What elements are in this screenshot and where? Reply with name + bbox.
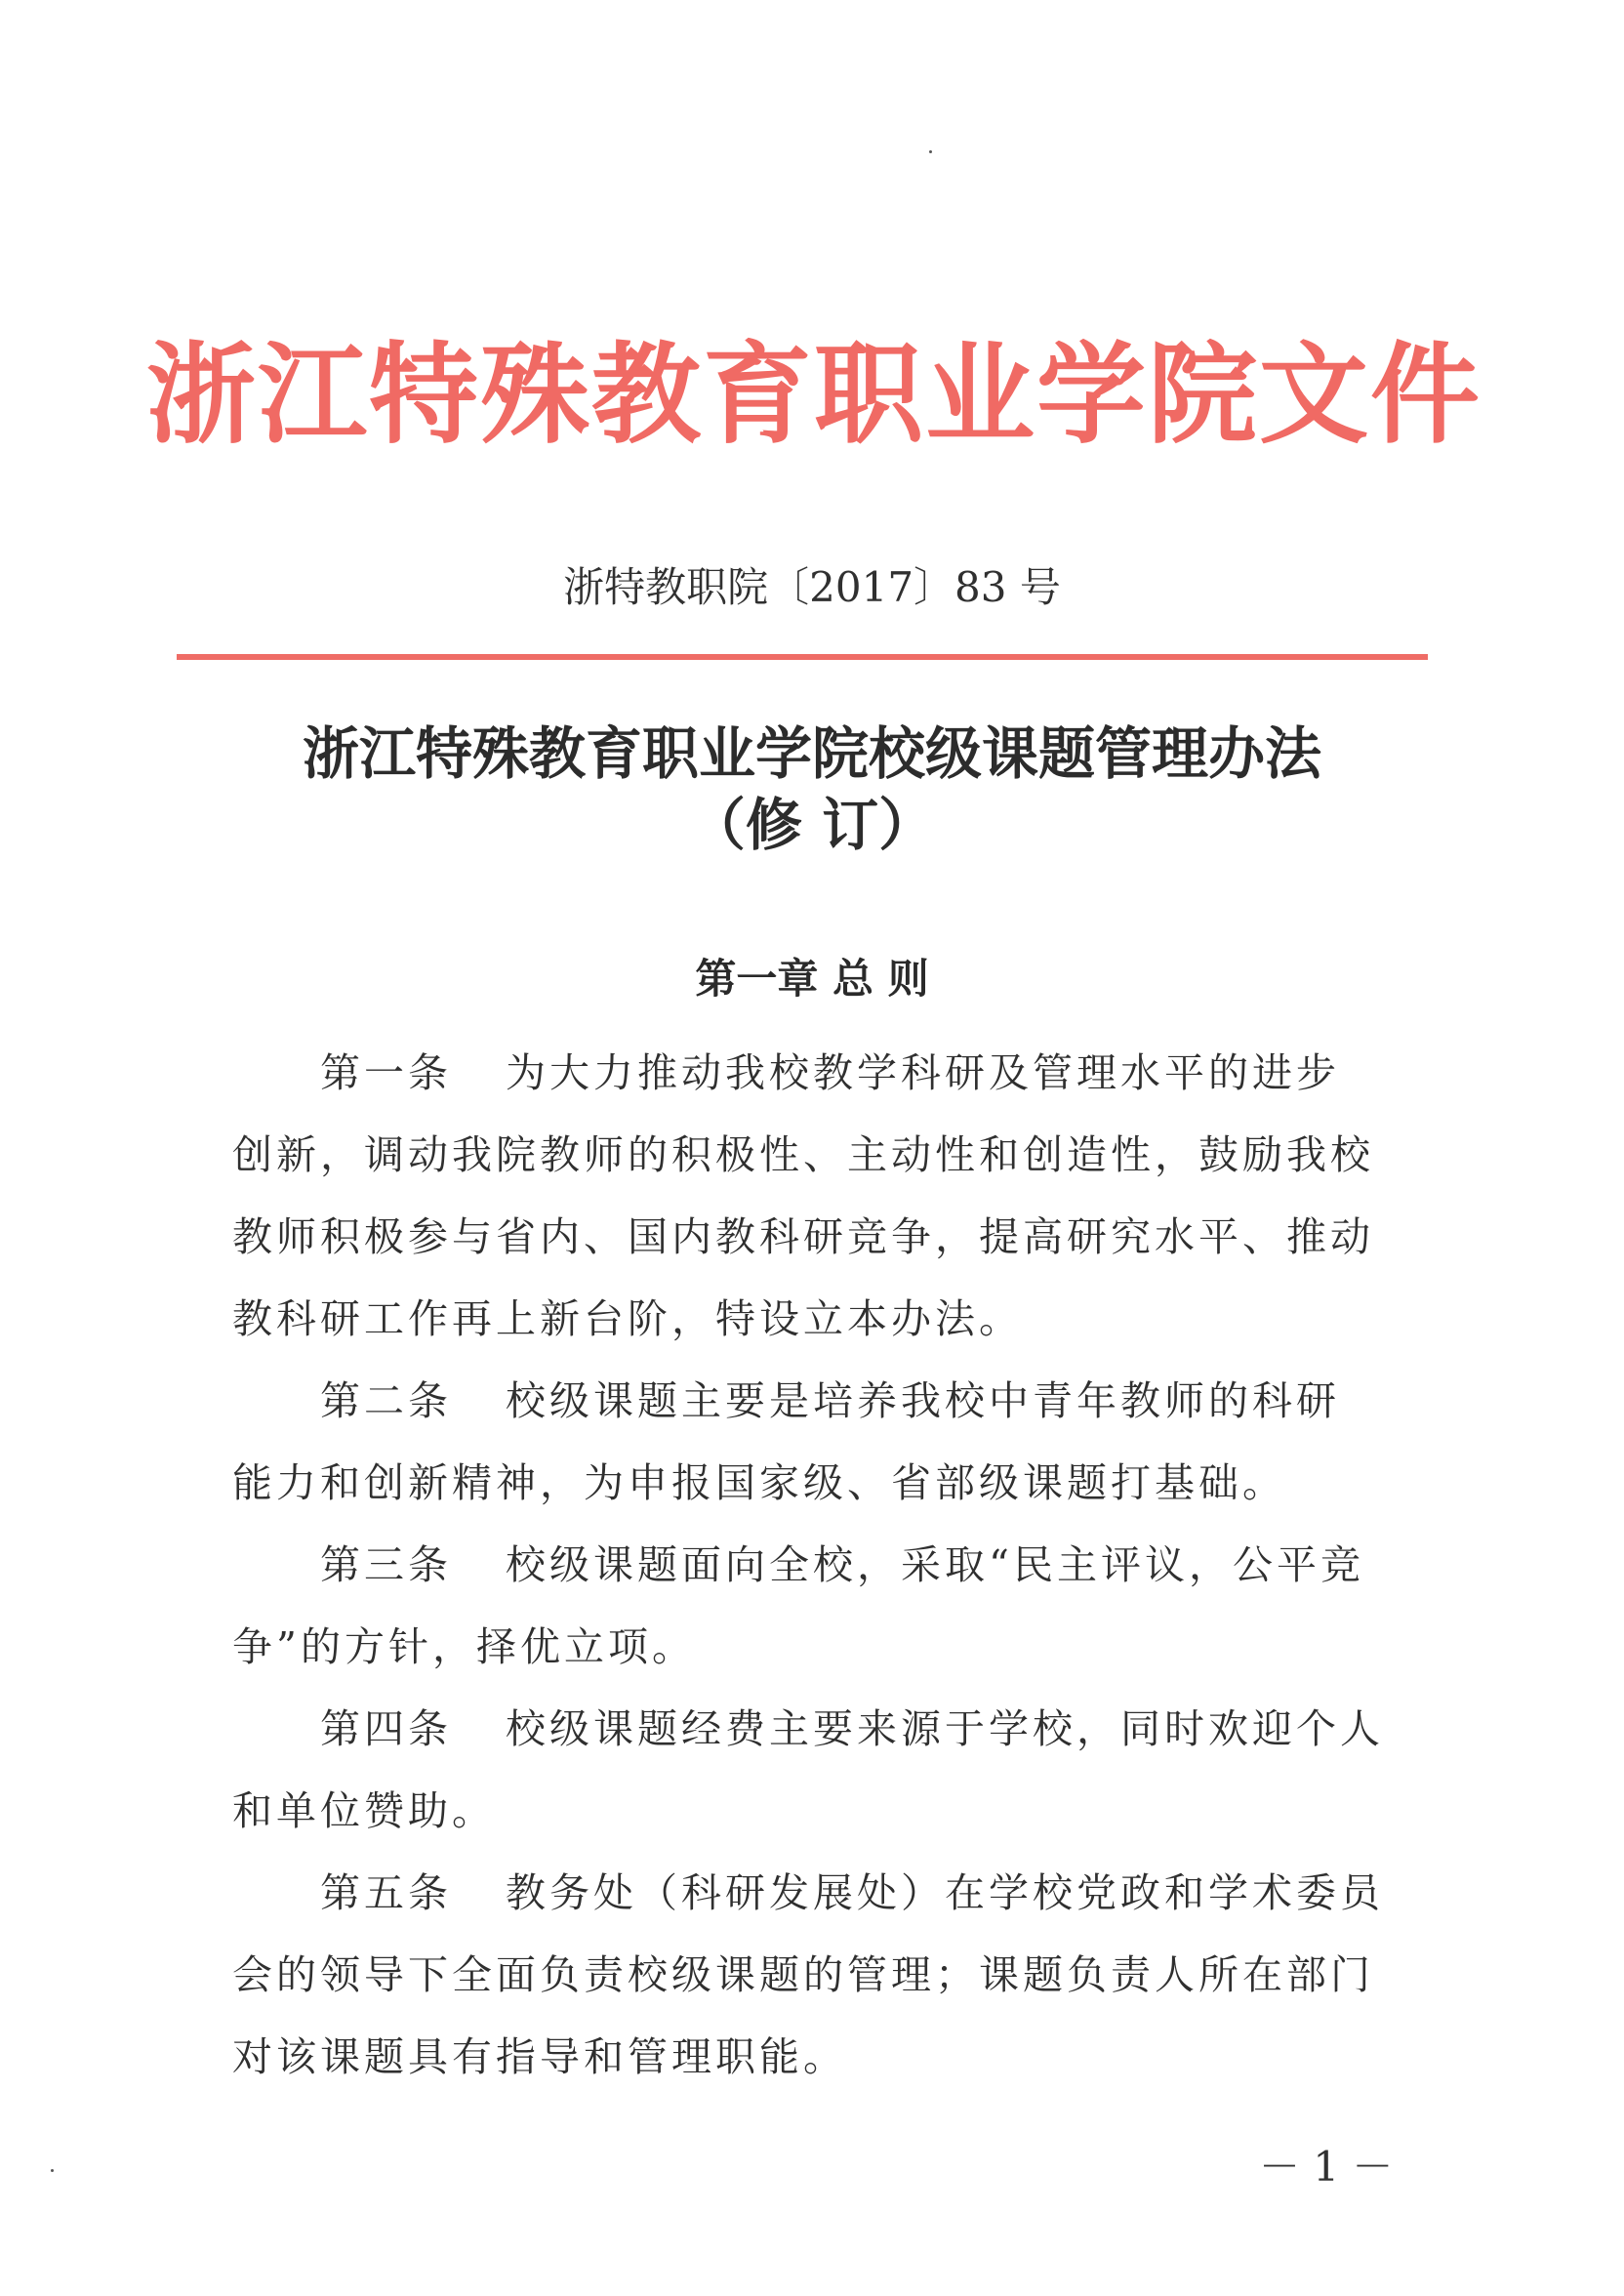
article-1-line-4: 教科研工作再上新台阶，特设立本办法。 [232,1295,1023,1342]
article-5-line-3: 对该课题具有指导和管理职能。 [232,2033,847,2080]
masthead-title: 浙江特殊教育职业学院文件 [146,332,1482,459]
scan-speck [51,2169,54,2172]
article-label: 第二条 [320,1377,452,1424]
article-2-line-2: 能力和创新精神，为申报国家级、省部级课题打基础。 [232,1459,1286,1506]
article-text: 校级课题面向全校，采取“民主评议，公平竞 [506,1541,1364,1588]
red-divider-line [177,654,1428,660]
article-4-line-2: 和单位赞助。 [232,1787,496,1834]
chapter-heading: 第一章 总 则 [695,955,929,1003]
article-text: 教务处（科研发展处）在学校党政和学术委员 [506,1869,1384,1916]
article-3-line-2: 争”的方针，择优立项。 [232,1623,696,1670]
article-3-line-1 [232,1524,1374,1606]
article-1-line-1 [232,1032,1374,1114]
document-subtitle: （修 订） [688,792,936,858]
document-title: 浙江特殊教育职业学院校级课题管理办法 [302,720,1321,787]
article-1-line-2: 创新，调动我院教师的积极性、主动性和创造性，鼓励我校 [232,1131,1374,1178]
article-text: 校级课题经费主要来源于学校，同时欢迎个人 [506,1705,1384,1752]
document-number: 浙特教职院〔2017〕83 号 [563,563,1061,611]
article-label: 第四条 [320,1705,452,1752]
article-5-line-2: 会的领导下全面负责校级课题的管理；课题负责人所在部门 [232,1951,1374,1998]
document-body [232,1032,1384,2098]
article-text: 校级课题主要是培养我校中青年教师的科研 [506,1377,1340,1424]
article-2-line-1 [232,1360,1374,1442]
article-1-line-3: 教师积极参与省内、国内教科研竞争，提高研究水平、推动 [232,1213,1374,1260]
article-label: 第五条 [320,1869,452,1916]
scan-speck [929,150,932,153]
article-text: 为大力推动我校教学科研及管理水平的进步 [506,1049,1340,1096]
article-label: 第一条 [320,1049,452,1096]
article-4-line-1 [232,1688,1384,1770]
page-number: － 1 － [1259,2143,1394,2191]
article-5-line-1 [232,1852,1384,1934]
article-label: 第三条 [320,1541,452,1588]
